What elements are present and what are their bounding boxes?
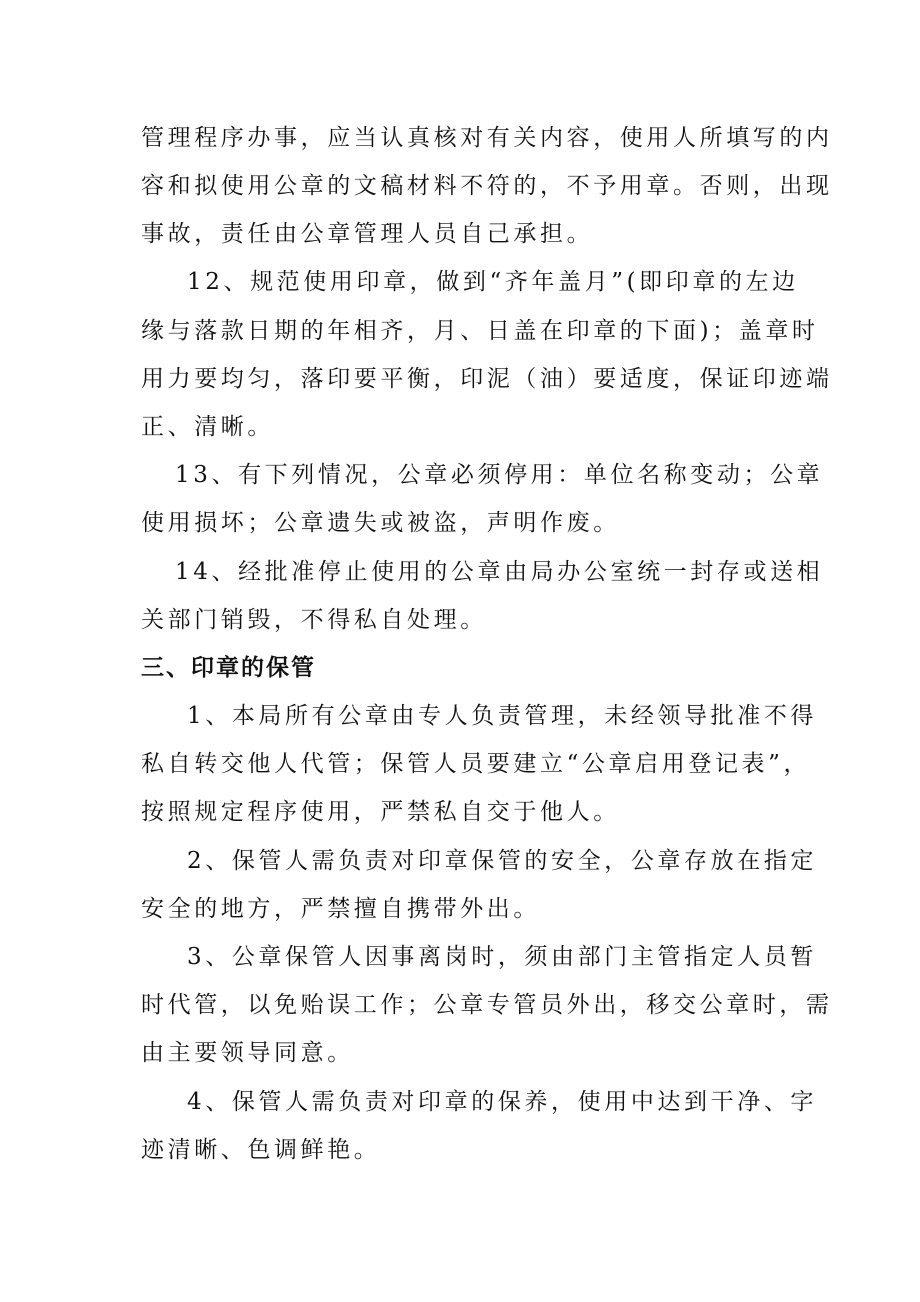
paragraph-line: 安全的地方，严禁擅自携带外出。 [141,896,540,922]
paragraph-line: 缘与落款日期的年相齐，月、日盖在印章的下面)；盖章时 [141,318,819,344]
paragraph-line: 4、保管人需负责对印章的保养，使用中达到干净、字 [187,1089,818,1115]
paragraph-line: 正、清晰。 [141,414,274,440]
paragraph-line: 1、本局所有公章由专人负责管理，未经领导批准不得 [187,703,818,729]
paragraph-line: 管理程序办事，应当认真核对有关内容，使用人所填写的内 [141,125,833,151]
paragraph-line: 迹清晰、色调鲜艳。 [141,1137,381,1163]
paragraph-line: 12、规范使用印章，做到“齐年盖月”(即印章的左边 [187,269,799,295]
paragraph-line: 由主要领导同意。 [141,1040,354,1066]
paragraph-line: 14、经批准停止使用的公章由局办公室统一封存或送相 [175,559,824,585]
paragraph-line: 3、公章保管人因事离岗时，须由部门主管指定人员暂 [187,944,818,970]
paragraph-line: 13、有下列情况，公章必须停用：单位名称变动；公章 [175,462,824,488]
paragraph-line: 时代管，以免贻误工作；公章专管员外出，移交公章时，需 [141,992,833,1018]
paragraph-line: 私自转交他人代管；保管人员要建立“公章启用登记表”， [141,751,811,777]
paragraph-line: 关部门销毁，不得私自处理。 [141,607,487,633]
paragraph-line: 事故，责任由公章管理人员自己承担。 [141,221,594,247]
paragraph-line: 用力要均匀，落印要平衡，印泥（油）要适度，保证印迹端 [141,366,833,392]
paragraph-line: 2、保管人需负责对印章保管的安全，公章存放在指定 [187,848,818,874]
paragraph-line: 按照规定程序使用，严禁私自交于他人。 [141,799,620,825]
paragraph-line: 使用损坏；公章遗失或被盗，声明作废。 [141,510,620,536]
paragraph-line: 容和拟使用公章的文稿材料不符的，不予用章。否则，出现 [141,173,833,199]
section-heading: 三、印章的保管 [141,655,316,681]
